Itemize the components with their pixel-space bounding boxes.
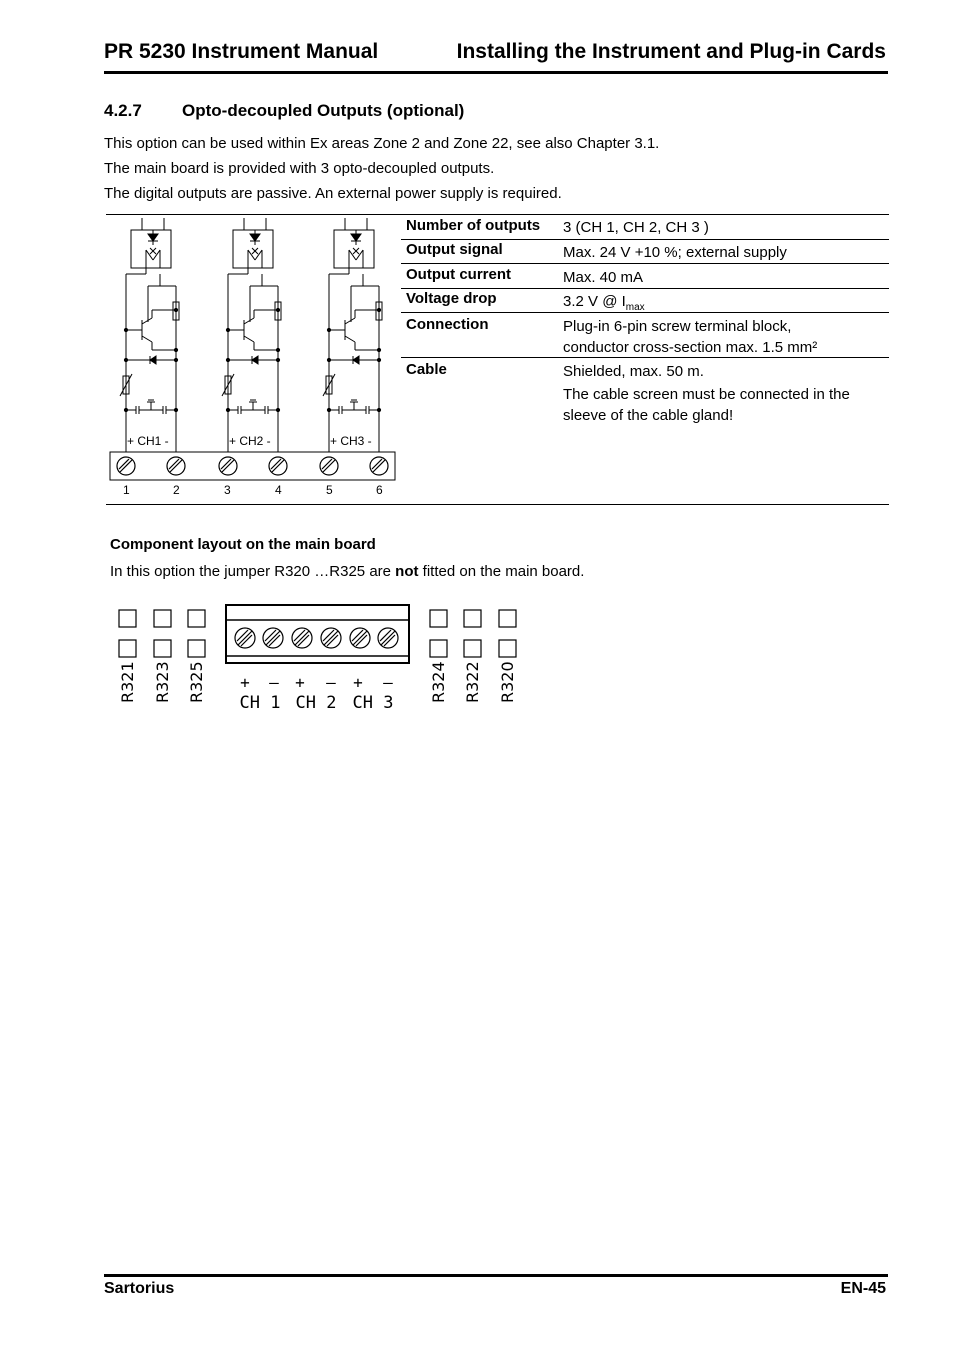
jumper-text-after: fitted on the main board.: [418, 563, 585, 580]
jumper-label-r324: R324: [429, 661, 448, 703]
terminal-number: 3: [224, 483, 231, 497]
polarity-mark: —: [326, 673, 336, 692]
polarity-mark: —: [269, 673, 279, 692]
spec-value-number-of-outputs: 3 (CH 1, CH 2, CH 3 ): [563, 219, 709, 236]
board-terminal-screws: [235, 628, 398, 648]
spec-value-voltage-drop: [563, 291, 883, 318]
spec-label-number-of-outputs: Number of outputs: [406, 217, 541, 234]
jumper-label-r320: R320: [498, 661, 517, 703]
chapter-title: Installing the Instrument and Plug-in Cards: [456, 40, 886, 63]
circuit-ch2-label: + CH2 -: [229, 434, 271, 448]
intro-paragraph-1: This option can be used within Ex areas Zone 2 and Zone 22, see also Chapter 3.1.: [104, 135, 660, 152]
spec-row-divider: [401, 288, 889, 289]
channel-circuit: [323, 218, 382, 442]
cable-line-2: The cable screen must be connected in the sleeve of the cable gland!: [563, 386, 850, 424]
jumper-label-r325: R325: [187, 661, 206, 703]
spec-row-divider: [401, 263, 889, 264]
section-title: Opto-decoupled Outputs (optional): [182, 101, 465, 120]
board-channel-label-ch3: CH 3: [352, 693, 394, 713]
page-number: EN-45: [840, 1280, 886, 1297]
intro-paragraph-2: The main board is provided with 3 opto-decoupled outputs.: [104, 160, 495, 177]
board-channel-label-ch2: CH 2: [295, 693, 337, 713]
connection-line-2: conductor cross-section max. 1.5 mm²: [563, 339, 818, 356]
jumper-label-r321: R321: [118, 661, 137, 703]
cable-line-1: Shielded, max. 50 m.: [563, 363, 704, 380]
terminal-number: 4: [275, 483, 282, 497]
intro-paragraph-3: The digital outputs are passive. An external power supply is required.: [104, 185, 562, 202]
terminal-number: 6: [376, 483, 383, 497]
spec-label-connection: Connection: [406, 316, 489, 333]
polarity-mark: +: [240, 673, 250, 692]
polarity-mark: +: [295, 673, 305, 692]
header-rule: [104, 71, 888, 74]
jumper-label-r323: R323: [153, 661, 172, 703]
spec-label-output-signal: Output signal: [406, 241, 503, 258]
terminal-block: [110, 452, 395, 480]
spec-value-output-signal: Max. 24 V +10 %; external supply: [563, 244, 787, 261]
spec-label-cable: Cable: [406, 361, 447, 378]
jumper-text-emphasis: not: [395, 563, 419, 580]
board-terminal-block: [226, 605, 409, 663]
circuit-ch1-label: + CH1 -: [127, 434, 169, 448]
terminal-number: 5: [326, 483, 333, 497]
spec-value-connection: [563, 316, 883, 358]
spec-label-output-current: Output current: [406, 266, 511, 283]
circuit-ch3-label: + CH3 -: [330, 434, 372, 448]
polarity-mark: —: [383, 673, 393, 692]
voltage-drop-text: 3.2 V @ I: [563, 293, 626, 310]
channel-circuit: [222, 218, 281, 442]
jumper-label-r322: R322: [463, 661, 482, 703]
voltage-drop-subscript: max: [625, 302, 645, 313]
jumper-pads: [119, 610, 516, 657]
spec-label-voltage-drop: Voltage drop: [406, 290, 497, 307]
footer-company: Sartorius: [104, 1280, 175, 1297]
section-heading: [104, 101, 464, 121]
footer-rule: [104, 1274, 888, 1277]
jumper-text-before: In this option the jumper R320 …R325 are: [110, 563, 396, 580]
terminal-number: 2: [173, 483, 180, 497]
spec-value-output-current: Max. 40 mA: [563, 269, 644, 286]
manual-title: PR 5230 Instrument Manual: [104, 40, 379, 63]
component-layout-text: [110, 563, 584, 580]
connection-line-1: Plug-in 6-pin screw terminal block,: [563, 318, 792, 335]
section-number: 4.2.7: [104, 101, 142, 120]
board-channel-label-ch1: CH 1: [239, 693, 281, 713]
terminal-number: 1: [123, 483, 130, 497]
opto-output-circuit-diagram: [106, 214, 400, 504]
main-board-layout-diagram: [110, 600, 530, 718]
spec-value-cable: [563, 361, 883, 426]
polarity-mark: +: [353, 673, 363, 692]
terminal-screws: [117, 457, 388, 475]
spec-block-bottom-rule: [106, 504, 889, 505]
channel-circuit: [120, 218, 179, 442]
component-layout-heading: Component layout on the main board: [110, 536, 376, 553]
spec-row-divider: [401, 239, 889, 240]
